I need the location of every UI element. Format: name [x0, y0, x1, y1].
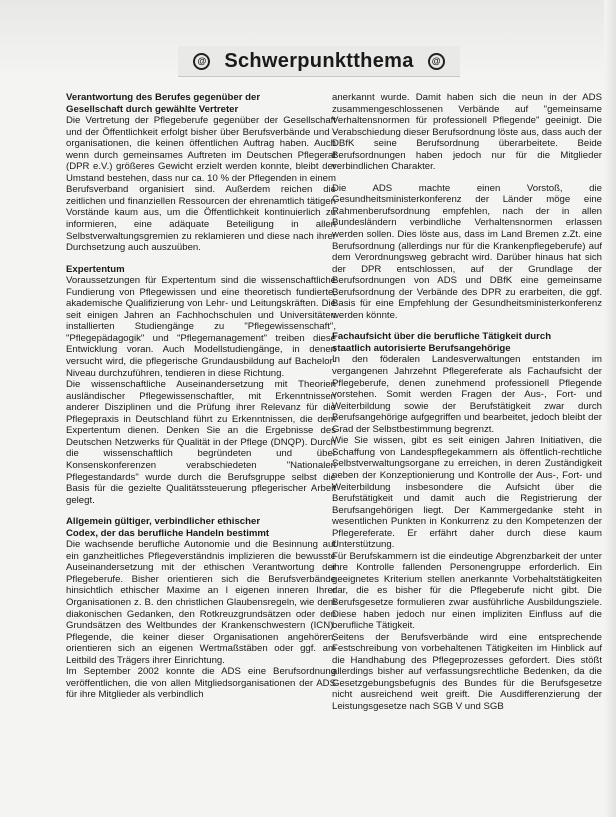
section-heading: Allgemein gültiger, verbindlicher ethischer Codex, der das berufliche Handeln bestimmt: [66, 516, 270, 539]
section-ethischer-codex: [66, 516, 336, 701]
section-ads-vorstoss: [332, 183, 602, 322]
section-body: Voraussetzungen für Expertentum sind die wissenschaftliche Fundierung von Pflegewissen und eine theoretisch fundierte, akademische Qualifizierung von Lehr- und Leitungskräften. Die seit einigen Jahren an Fachhochschulen und Universitäten installierten Studiengänge zu "Pflegewissenschaft", "Pflegepädagogik" und "Pflegemanagement" treiben diese Entwicklung voran. Auch Modellstudiengänge, in denen versucht wird, die pflegerische Grundausbildung auf Bachelor-Niveau durchzuführen, tendieren in diese Richtung. Die wissenschaftliche Auseinandersetzung mit Theorien ausländischer Pflegewissenschaftler, mit Erkenntnissen anderer Disziplinen und die Prüfung ihrer Relevanz für die Pflegepraxis in Deutschland führt zu Erkenntnissen, die dem Expertentum dienen. Denken Sie an die Ergebnisse des Deutschen Netzwerks für Qualität in der Pflege (DNQP). Durch die wissenschaftlich begründeten und über Konsenskonferenzen verabschiedeten "Nationalen Pflegestandards" wurde durch die Berufsgruppe selbst die Basis für die gezielte Qualitätssteuerung pflegerischer Arbeit gelegt.: [66, 275, 336, 506]
spiral-icon-right: @: [428, 53, 445, 70]
section-verantwortung: [66, 92, 336, 254]
section-header: [178, 46, 460, 77]
section-expertentum: [66, 264, 336, 506]
page-title: Schwerpunktthema: [224, 49, 414, 72]
section-heading: Verantwortung des Berufes gegenüber der Gesellschaft durch gewählte Vertreter: [66, 92, 261, 115]
section-continuation: [332, 92, 602, 173]
section-body: In den föderalen Landesverwaltungen entstanden im vergangenen Jahrzehnt Pflegereferate als Fachaufsicht der Pflegeberufe, denen zunehmend professionell Pflegende vorstehen. Somit werden Fragen der Aus-, Fort- und Weiterbildung sowie der Berufstätigkeit zwar durch Berufsangehörige aufgegriffen und bearbeitet, jedoch bleibt der Grad der Selbstbestimmung begrenzt. Wie Sie wissen, gibt es seit einigen Jahren Initiativen, die Schaffung von Landespflegekammern als öffentlich-rechtliche Selbstverwaltungsorgane zu erreichen, in deren Zuständigkeit neben der Konzeptionierung und Kontrolle der Aus-, Fort- und Weiterbildung insbesondere die Aufsicht über die Berufstätigkeit und damit auch die Registrierung der Berufsangehörigen liegt. Der Kammergedanke steht in wesentlichen Punkten in Konkurrenz zu den Kompetenzen der Pflegereferate. Er erfährt daher durch diese kaum Unterstützung. Für Berufskammern ist die eindeutige Abgrenzbarkeit der unter ihre Kontrolle fallenden Personengruppe erforderlich. Ein geeignetes Kriterium stellen anerkannte Vorbehaltstätigkeiten dar, die es bisher für die Pflegeberufe nicht gibt. Die Berufsgesetze formulieren zwar ausführliche Ausbildungsziele. Diese haben jedoch nur einen impliziten Einfluss auf die berufliche Tätigkeit. Seitens der Berufsverbände wird eine entsprechende Festschreibung von vorbehaltenen Tätigkeiten im Hinblick auf die Handhabung des Pflegeprozesses gefordert. Dies stößt allerdings bisher auf verfassungsrechtliche Bedenken, da die Gesetzgebungsbefugnis des Bundes für die Berufsgesetze nicht ausreichend weit greift. Die Ausdifferenzierung der Leistungsgesetze nach SGB V und SGB: [332, 354, 602, 712]
right-column: [332, 92, 602, 722]
section-heading: Fachaufsicht über die berufliche Tätigkeit durch staatlich autorisierte Berufsangehörige: [332, 331, 552, 354]
spiral-icon-left: @: [193, 53, 210, 70]
left-column: [66, 92, 336, 711]
section-heading: Expertentum: [66, 263, 125, 275]
section-body: Die wachsende berufliche Autonomie und die Besinnung auf ein ganzheitliches Pflegeverständnis implizieren die bewusste Auseinandersetzung mit der ethischen Verantwortung der Pflegeberufe. Bisher orientieren sich die Berufsverbände hinsichtlich ethischer Maxime an l eigenen inneren Ihrer Organisationen z. B. den christlichen Glaubensregeln, wie dem diakonischen Gedanken, den Rotkreuzgrundsätzen oder den Grundsätzen des Weltbundes der Krankenschwestern (ICN). Pflegende, die keiner dieser Organisationen angehören, orientieren sich an eigenen Wertmaßstäben oder ggf. am Leitbild des Trägers ihrer Einrichtung. Im September 2002 konnte die ADS eine Berufsordnung veröffentlichen, die von allen Mitgliedsorganisationen der ADS für ihre Mitglieder als verbindlich: [66, 539, 336, 701]
section-body: anerkannt wurde. Damit haben sich die neun in der ADS zusammengeschlossenen Verbände auf "gemeinsame Verhaltensnormen für professionell Pflegende" geeinigt. Die Verabschiedung dieser Berufsordnung löste aus, dass auch der DBfK seine Berufsordnung überarbeitete. Beide Berufsordnungen haben jedoch nur für die Mitglieder verbindlichen Charakter.: [332, 92, 602, 173]
page-edge-shadow: [604, 0, 616, 817]
section-fachaufsicht: [332, 331, 602, 712]
section-body: Die ADS machte einen Vorstoß, die Gesundheitsministerkonferenz der Länder möge eine Rahmenberufsordnung empfehlen, nach der in allen Bundesländern verbindliche Verhaltensnormen erlassen werden sollen. Dies löste aus, dass im Land Bremen z.Zt. eine Berufsordnung (allerdings nur für die Krankenpflegeberufe) auf dem Verordnungsweg gebracht wird. Darüber hinaus hat sich der DPR entschlossen, auf der Grundlage der Berufsordnungen von ADS und DBfK eine gemeinsame Berufsordnung der Verbände des DPR zu erarbeiten, die ggf. Basis für eine Empfehlung der Gesundheitsministerkonferenz werden könnte.: [332, 182, 602, 321]
section-body: Die Vertretung der Pflegeberufe gegenüber der Gesellschaft und der Öffentlichkeit erfolgt bisher über Berufsverbände und -organisationen, die keinen öffentlichen Auftrag haben. Auch wenn durch gemeinsames Auftreten im Deutschen Pflegerat (DPR e.V.) größeres Gewicht erzielt werden konnte, bleibt der Umstand bestehen, dass nur ca. 10 % der Pflegenden in einem Berufsverband organisiert sind. Außerdem reichen die zeitlichen und finanziellen Ressourcen der ehrenamtlich tätigen Vorstände kaum aus, um die Öffentlichkeit kontinuierlich zu informieren, eine adäquate Beteiligung in allen Selbstverwaltungsgremien zu reklamieren und diese nach ihrer Durchsetzung auch auszuüben.: [66, 115, 336, 254]
